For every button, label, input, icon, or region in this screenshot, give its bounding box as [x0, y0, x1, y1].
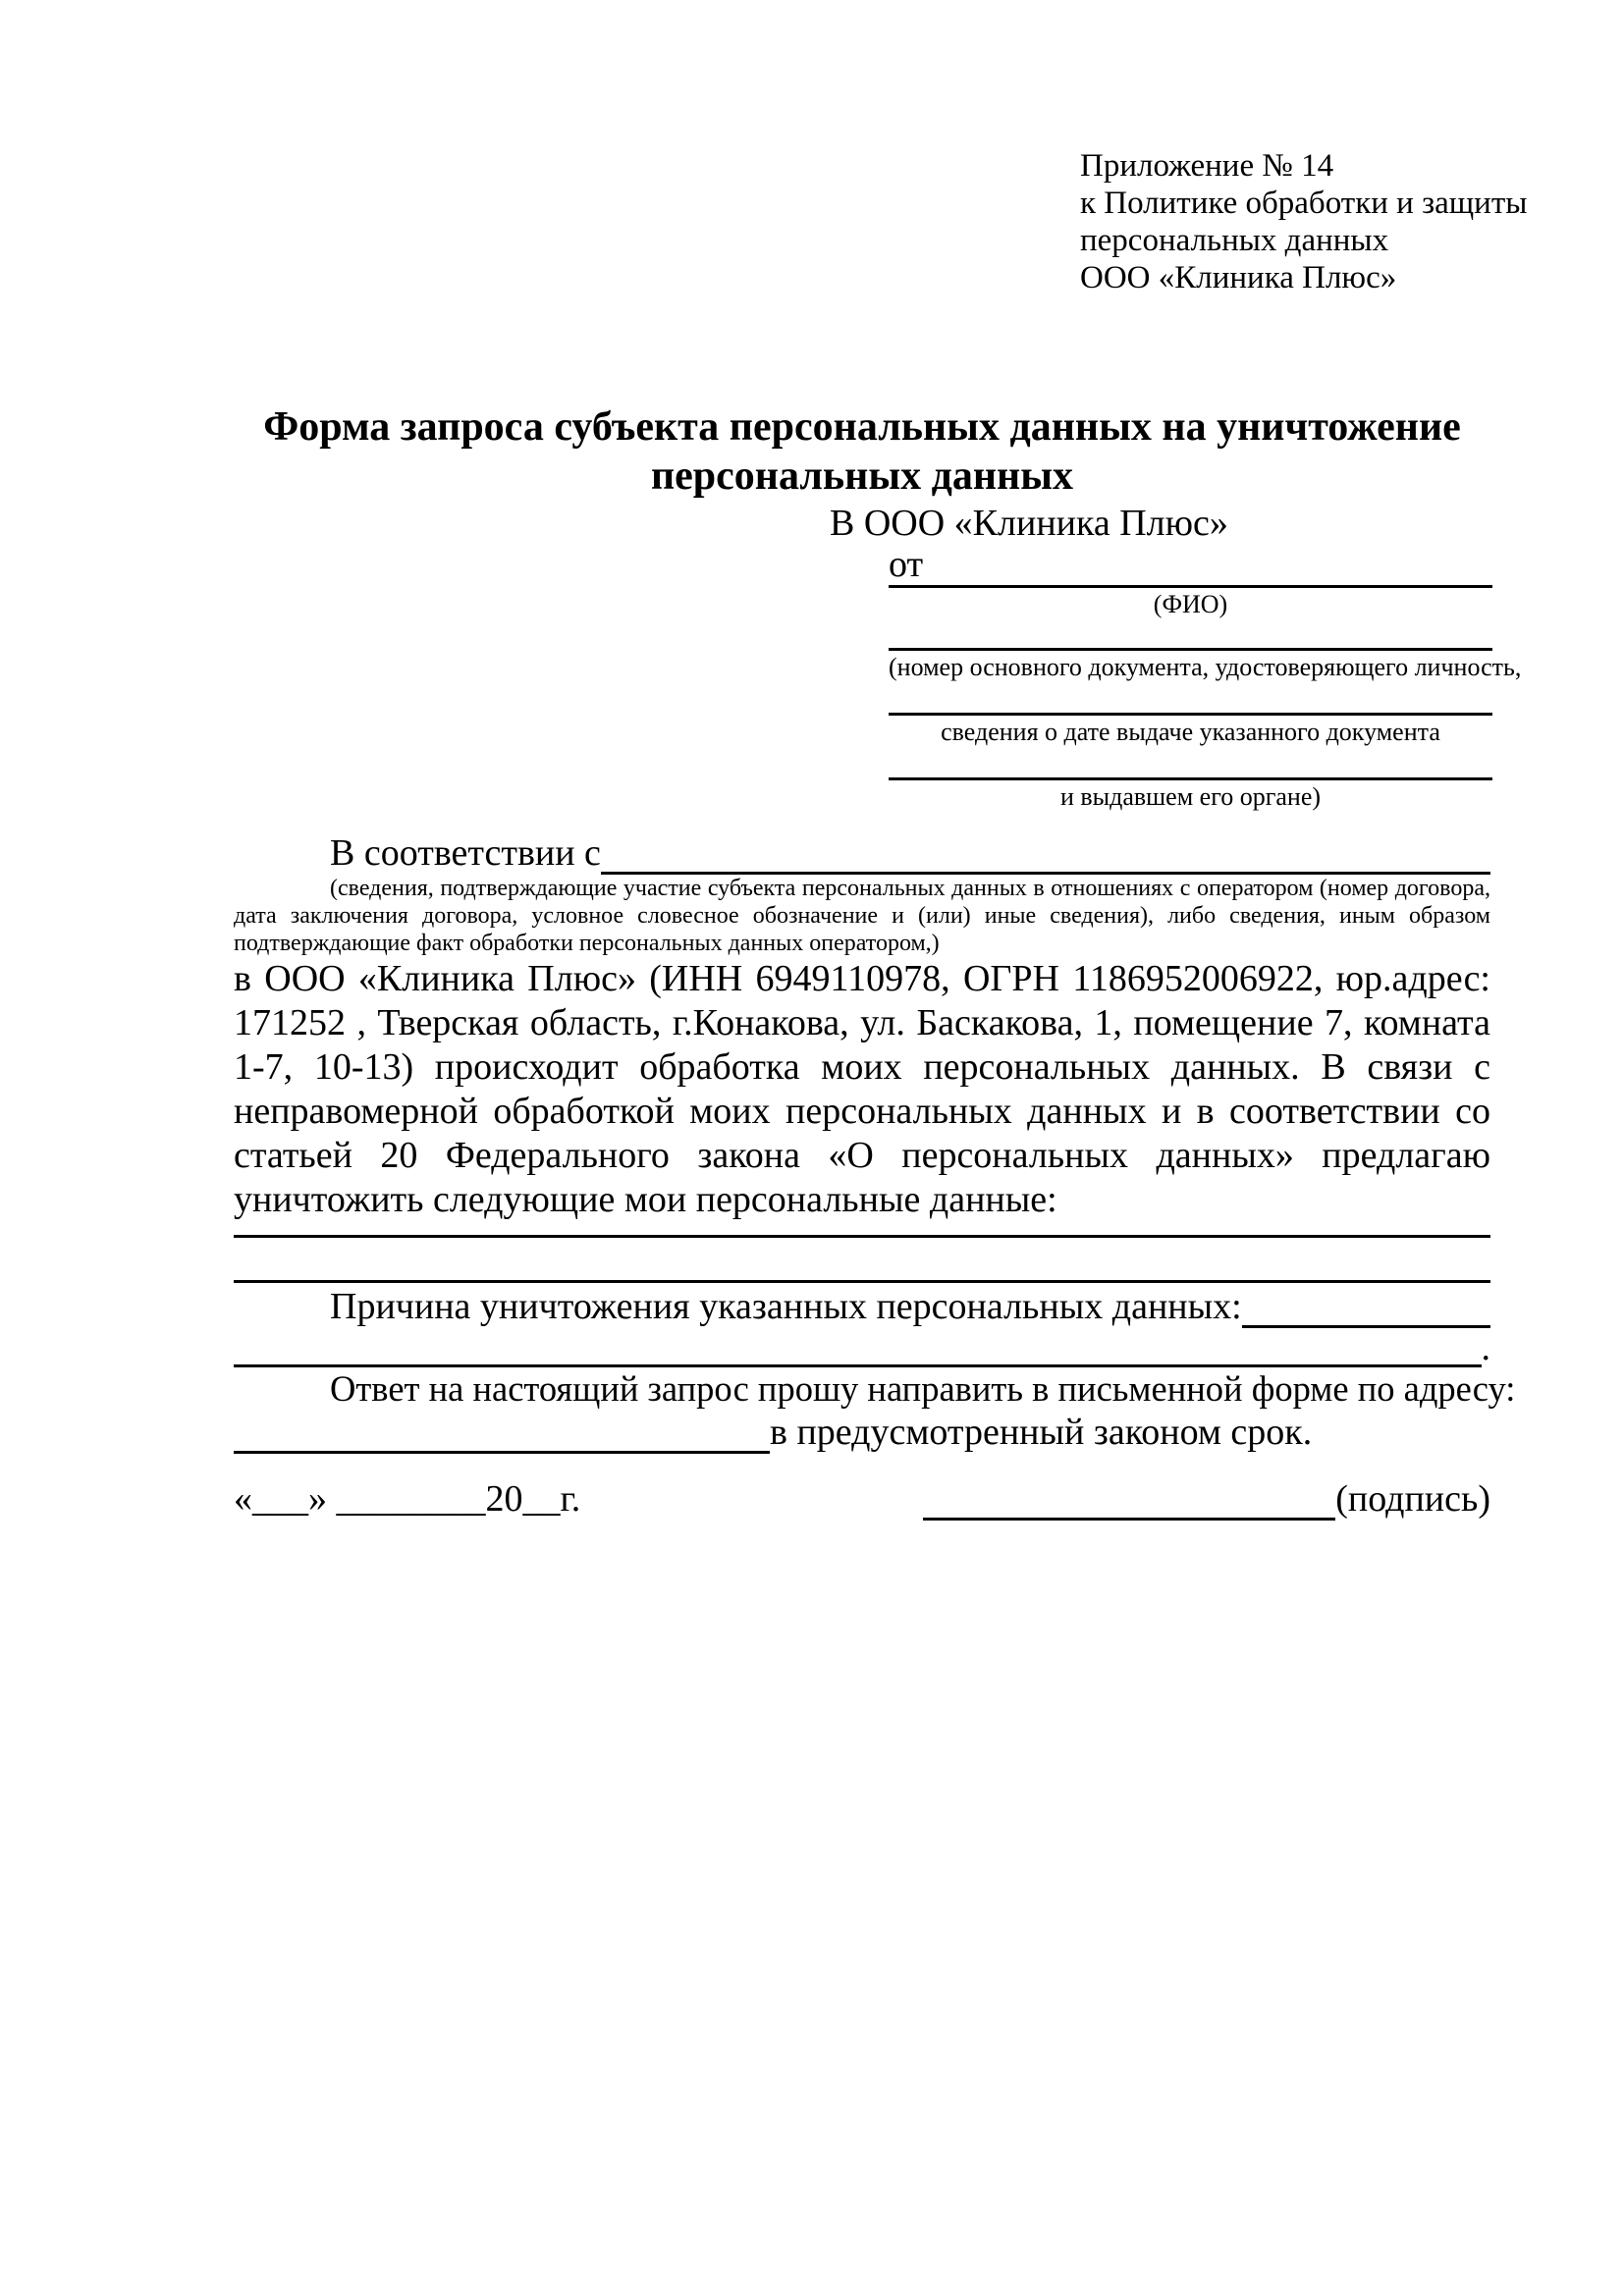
reason-blank-line: [234, 1328, 1482, 1367]
appendix-block: [1080, 147, 1528, 296]
issuing-authority-caption: и выдавшем его органе): [1059, 782, 1322, 811]
appendix-line: персональных данных: [1080, 223, 1389, 258]
reason-continuation-row: [234, 1328, 1490, 1367]
date-blank-line: «___» ________20__г.: [234, 1478, 581, 1520]
document-number-blank-line: [889, 621, 1492, 651]
signature-blank-line: [923, 1481, 1335, 1521]
accordance-blank-line: [601, 831, 1490, 875]
accordance-label: В соответствии с: [330, 832, 601, 874]
appendix-line: ООО «Клиника Плюс»: [1080, 260, 1397, 295]
reason-blank-line: [1242, 1285, 1490, 1328]
accordance-footnote: (сведения, подтверждающие участие субъекта персональных данных в отношениях с оператором (номер договора, дата заключения договора, условное словесное обозначение и (или) иные сведения), либо сведения, иным образом подтверждающие факт обработки персональных данных оператором,): [234, 876, 1490, 956]
body-paragraph: в ООО «Клиника Плюс» (ИНН 6949110978, ОГРН 1186952006922, юр.адрес: 171252 , Тверская область, г.Конакова, ул. Баскакова, 1, помещение 7, комната 1-7, 10-13) происходит обработка моих персональных данных. В связи с неправомерной обработкой моих персональных данных и в соответствии со статьей 20 Федерального закона «О персональных данных» предлагаю уничтожить следующие мои персональные данные:: [234, 958, 1490, 1220]
document-title: Форма запроса субъекта персональных данных на уничтожение персональных данных: [263, 404, 1461, 499]
response-address-row: [234, 1411, 1490, 1454]
personal-data-blank-line: [234, 1238, 1490, 1283]
accordance-row: [234, 831, 1490, 875]
document-number-caption: (номер основного документа, удостоверяющего личность,: [889, 653, 1522, 681]
from-label: от: [889, 544, 924, 585]
reason-label: Причина уничтожения указанных персональных данных:: [330, 1286, 1242, 1327]
date-signature-row: [234, 1477, 1490, 1521]
addressee-line: В ООО «Клиника Плюс»: [830, 503, 1228, 544]
response-suffix: в предусмотренный законом срок.: [770, 1412, 1313, 1453]
issue-date-caption: сведения о дате выдаче указанного документа: [941, 718, 1440, 746]
issue-date-blank-line: [889, 684, 1492, 716]
issuing-authority-blank-line: [889, 749, 1492, 780]
fio-caption: (ФИО): [1153, 590, 1228, 618]
appendix-line: Приложение № 14: [1080, 148, 1334, 184]
response-request-line: Ответ на настоящий запрос прошу направить в письменной форме по адресу:: [330, 1368, 1516, 1409]
signature-group: [923, 1477, 1490, 1521]
period-mark: .: [1481, 1327, 1490, 1368]
address-blank-line: [234, 1411, 770, 1454]
applicant-fields-block: [889, 583, 1522, 814]
appendix-line: к Политике обработки и защиты: [1080, 186, 1528, 221]
reason-row: [234, 1285, 1490, 1328]
personal-data-blank-line: [234, 1222, 1490, 1238]
signature-caption: (подпись): [1335, 1478, 1490, 1520]
